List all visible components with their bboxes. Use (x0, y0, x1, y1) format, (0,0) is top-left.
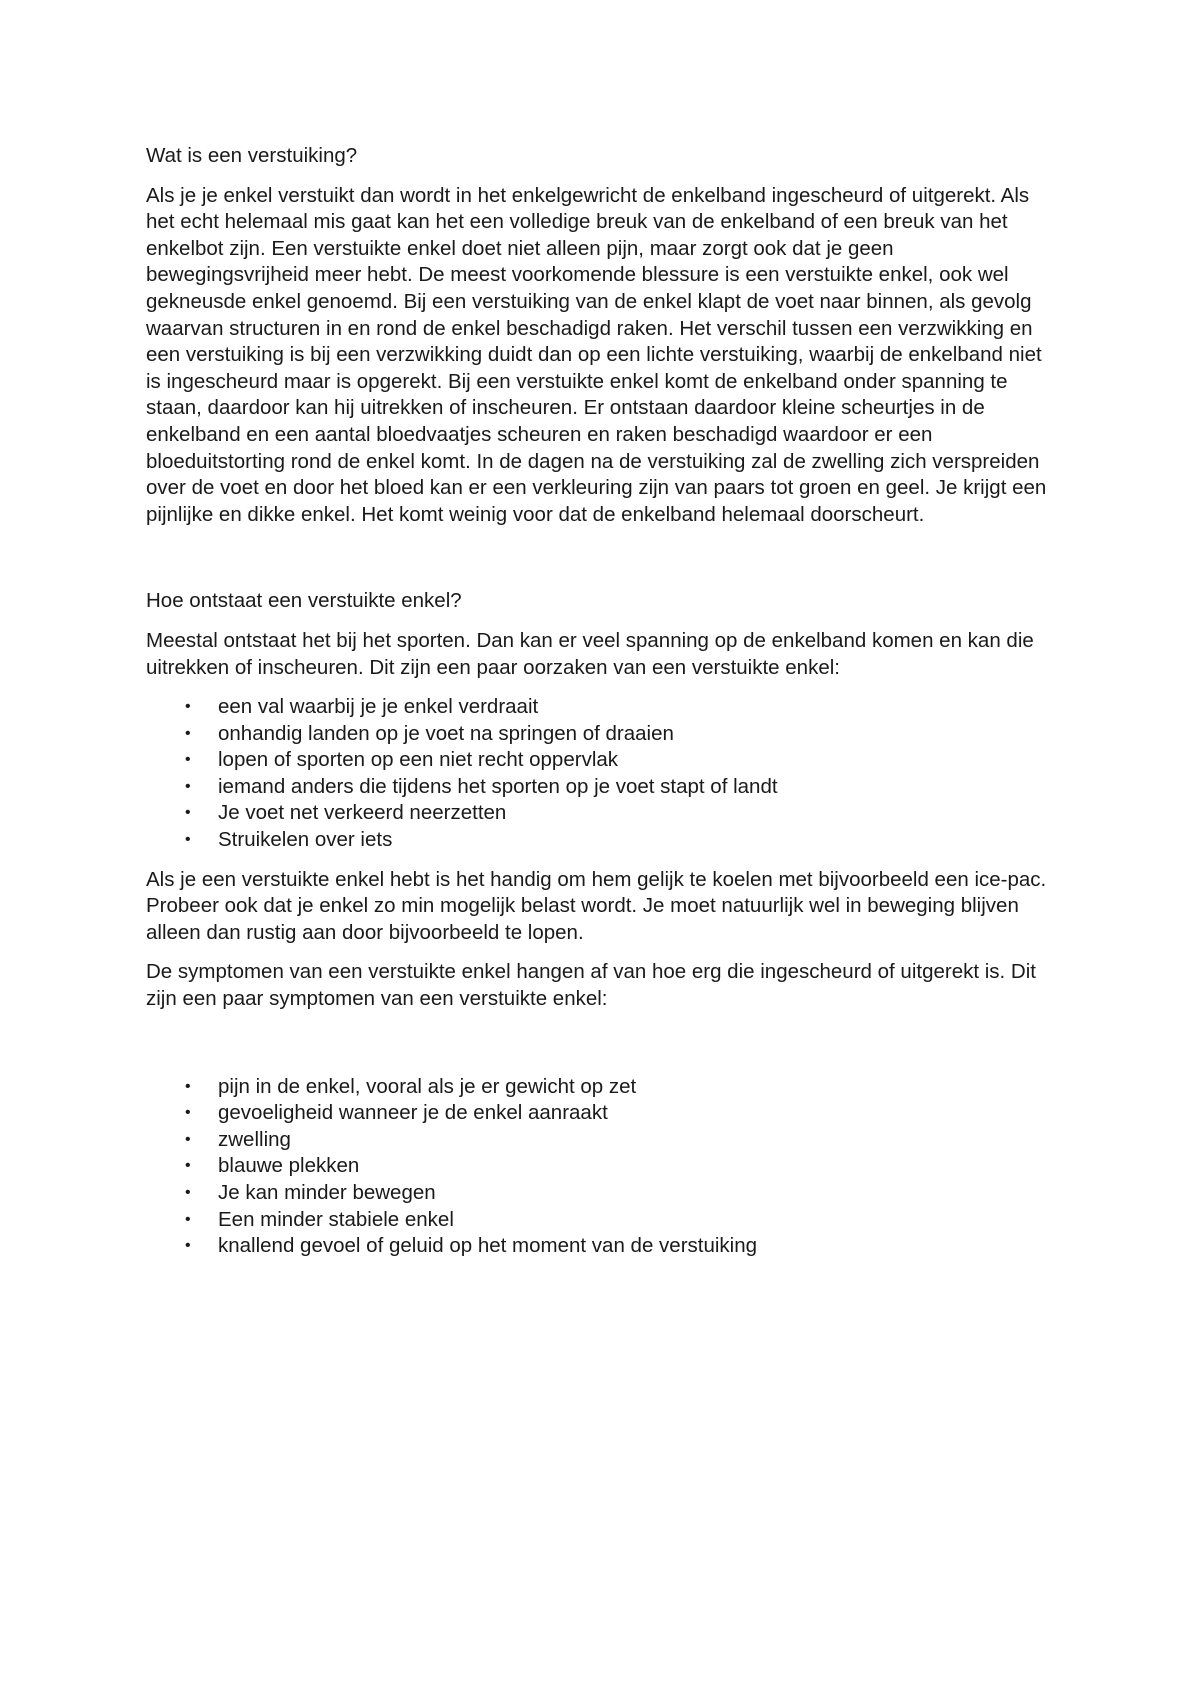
section-heading-ontstaan: Hoe ontstaat een verstuikte enkel? (146, 589, 462, 613)
list-item (146, 1207, 1056, 1234)
bullet-icon: • (185, 777, 191, 795)
list-item (146, 1180, 1056, 1207)
list-item (146, 1074, 1056, 1101)
paragraph-definition: Als je je enkel verstuikt dan wordt in het enkelgewricht de enkelband ingescheurd of uitgerekt. Als het echt helemaal mis gaat kan het een volledige breuk van de enkelband of een breuk van het enkelbot zijn. Een verstuikte enkel doet niet alleen pijn, maar zorgt ook dat je geen bewegingsvrijheid meer hebt. De meest voorkomende blessure is een verstuikte enkel, ook wel gekneusde enkel genoemd. Bij een verstuiking van de enkel klapt de voet naar binnen, als gevolg waarvan structuren in en rond de enkel beschadigd raken. Het verschil tussen een verzwikking en een verstuiking is bij een verzwikking duidt dan op een lichte verstuiking, waarbij de enkelband niet is ingescheurd maar is opgerekt. Bij een verstuikte enkel komt de enkelband onder spanning te staan, daardoor kan hij uitrekken of inscheuren. Er ontstaan daardoor kleine scheurtjes in de enkelband en een aantal bloedvaatjes scheuren en raken beschadigd waardoor er een bloeduitstorting rond de enkel komt. In de dagen na de verstuiking zal de zwelling zich verspreiden over de voet en door het bloed kan er een verkleuring zijn van paars tot groen en geel. Je krijgt een pijnlijke en dikke enkel. Het komt weinig voor dat de enkelband helemaal doorscheurt. (146, 183, 1047, 526)
list-item (146, 827, 1056, 854)
bullet-icon: • (185, 751, 191, 769)
bullet-icon: • (185, 1184, 191, 1201)
document-body (146, 143, 1056, 1273)
list-item (146, 774, 1056, 801)
list-item-text: lopen of sporten op een niet recht oppervlak (218, 748, 619, 772)
list-item-text: pijn in de enkel, vooral als je er gewicht op zet (218, 1074, 637, 1098)
list-item-text: Je kan minder bewegen (218, 1181, 436, 1204)
bullet-icon: • (185, 1130, 191, 1148)
bullet-icon: • (185, 831, 191, 849)
symptoms-list (146, 1074, 1056, 1260)
bullet-icon: • (185, 1077, 191, 1095)
bullet-icon: • (185, 1237, 191, 1255)
spacer (146, 528, 1056, 588)
spacer (146, 1013, 1056, 1074)
list-item-text: gevoeligheid wanneer je de enkel aanraakt (218, 1101, 608, 1125)
list-item-text: knallend gevoel of geluid op het moment van de verstuiking (218, 1234, 758, 1258)
list-item (146, 1153, 1056, 1180)
list-item (146, 721, 1056, 748)
list-item (146, 1100, 1056, 1127)
list-item (146, 1127, 1056, 1154)
list-item-text: Een minder stabiele enkel (218, 1207, 454, 1231)
list-item (146, 800, 1056, 827)
bullet-icon: • (185, 1104, 191, 1122)
bullet-icon: • (185, 1210, 191, 1228)
list-item-text: iemand anders die tijdens het sporten op je voet stapt of landt (218, 774, 778, 798)
section-heading-verstuiking: Wat is een verstuiking? (146, 144, 358, 167)
list-item-text: Struikelen over iets (218, 828, 393, 852)
list-item-text: een val waarbij je je enkel verdraait (218, 695, 539, 719)
paragraph-causes-intro: Meestal ontstaat het bij het sporten. Dan kan er veel spanning op de enkelband komen en kan die uitrekken of inscheuren. Dit zijn een paar oorzaken van een verstuikte enkel: (146, 628, 1034, 679)
paragraph-treatment: Als je een verstuikte enkel hebt is het handig om hem gelijk te koelen met bijvoorbeeld een ice-pac. Probeer ook dat je enkel zo min mogelijk belast wordt. Je moet natuurlijk wel in beweging blijven alleen dan rustig aan door bijvoorbeeld te lopen. (146, 867, 1047, 944)
list-item-text: Je voet net verkeerd neerzetten (218, 801, 507, 825)
list-item-text: zwelling (218, 1127, 291, 1151)
list-item (146, 747, 1056, 774)
bullet-icon: • (185, 1157, 191, 1175)
paragraph-symptoms-intro: De symptomen van een verstuikte enkel hangen af van hoe erg die ingescheurd of uitgerekt is. Dit zijn een paar symptomen van een verstuikte enkel: (146, 960, 1036, 1011)
causes-list (146, 694, 1056, 854)
list-item-text: onhandig landen op je voet na springen of draaien (218, 721, 674, 745)
list-item-text: blauwe plekken (218, 1154, 360, 1178)
bullet-icon: • (185, 698, 191, 716)
list-item (146, 1233, 1056, 1260)
list-item (146, 694, 1056, 721)
bullet-icon: • (185, 724, 191, 742)
bullet-icon: • (185, 804, 191, 822)
